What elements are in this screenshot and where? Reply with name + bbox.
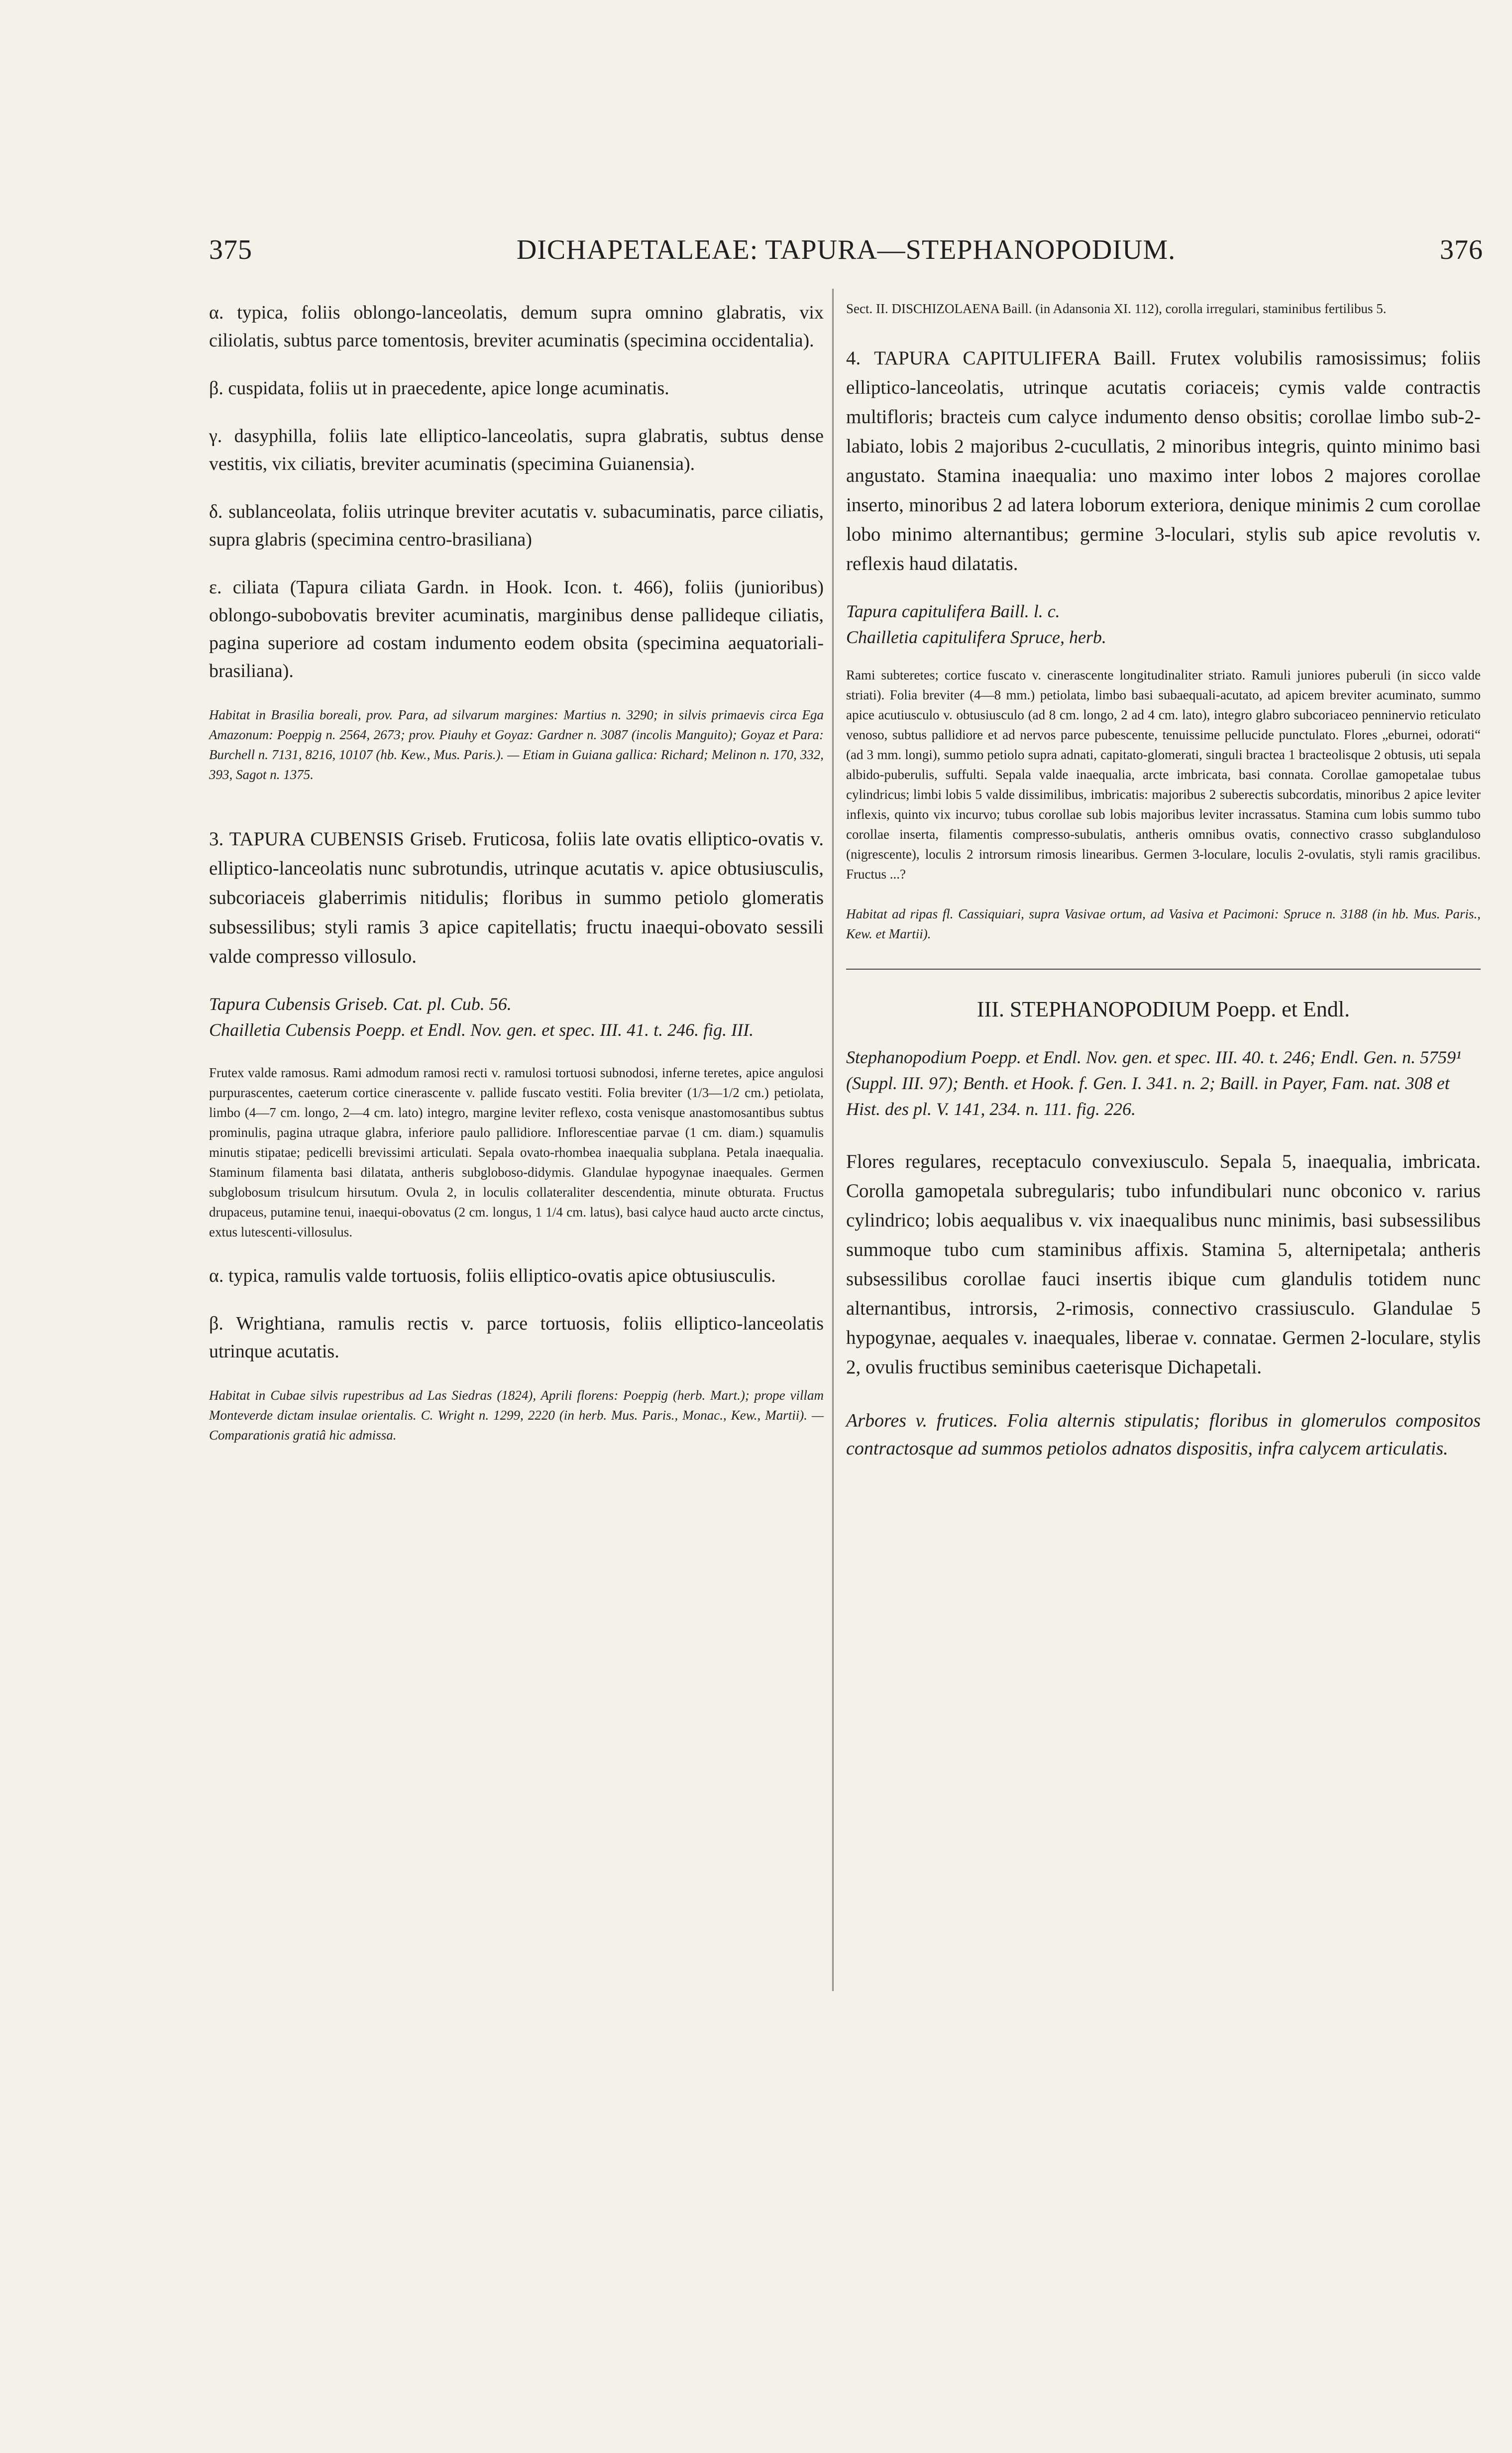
variety-alpha-3: α. typica, ramulis valde tortuosis, foliis elliptico-ovatis apice obtusiusculis. (209, 1265, 776, 1286)
synonym-line: Chailletia capitulifera Spruce, herb. (846, 627, 1106, 647)
right-column (846, 299, 1481, 1462)
habitat-paragraph: Habitat in Cubae silvis rupestribus ad Las Siedras (1824), Aprili florens: Poeppig (herb. Mart.); prope villam Monteverde dictam insulae orientalis. C. Wright n. 1299, 2220 (in herb. Mus. Paris., Monac., Kew., Martii). — Comparationis gratiâ hic admissa. (209, 1388, 824, 1443)
synonym-line: Chailletia Cubensis Poepp. et Endl. Nov. gen. et spec. III. 41. t. 246. fig. III. (209, 1020, 754, 1040)
species-3-description: 3. TAPURA CUBENSIS Griseb. Fruticosa, foliis late ovatis elliptico-ovatis v. elliptico-lanceolatis nunc subrotundis, utrinque acutatis v. apice obtusiusculis, subcoriaceis glaberrimis nitidulis; floribus in summo petiolo glomeratis subsessilibus; styli ramis 3 apice capitellatis; fructu inaequi-obovato sessili valde compresso villosulo. (209, 828, 824, 967)
variety-beta: β. cuspidata, foliis ut in praecedente, apice longe acuminatis. (209, 378, 669, 399)
habitat-paragraph: Habitat in Brasilia boreali, prov. Para, ad silvarum margines: Martius n. 3290; in silvis primaevis circa Ega Amazonum: Poeppig n. 2564, 2673; prov. Piauhy et Goyaz: Gardner n. 3087 (incolis Manguito); Goyaz et Para: Burchell n. 7131, 8216, 10107 (hb. Kew., Mus. Paris.). — Etiam in Guiana gallica: Richard; Melinon n. 170, 332, 393, Sagot n. 1375. (209, 707, 824, 782)
variety-epsilon: ε. ciliata (Tapura ciliata Gardn. in Hook. Icon. t. 466), foliis (junioribus) oblongo-subobovatis breviter acuminatis, marginibus dense pallideque ciliatis, pagina superiore ad costam indumento eodem obsita (specimina aequatoriali-brasiliana). (209, 577, 824, 681)
page-number-right: 376 (1440, 234, 1483, 265)
genus-description: Flores regulares, receptaculo convexiusculo. Sepala 5, inaequalia, imbricata. Corolla gamopetala subregularis; tubo infundibulari nunc obconico v. rarius cylindrico; lobis aequalibus v. vix inaequalibus nunc minimis, basi subsessilibus summoque tubo cum staminibus affixis. Stamina 5, alternipetala; antheris subsessilibus corollae fauci insertis ibique cum glandulis totidem nunc alternantibus, introrsis, 2-rimosis, connectivo crassiusculo. Glandulae 5 hypogynae, aequales v. inaequales, liberae v. connatae. Germen 2-loculare, stylis 2, ovulis fructibus seminibus caeterisque Dichapetali. (846, 1151, 1481, 1378)
section-note: Sect. II. DISCHIZOLAENA Baill. (in Adansonia XI. 112), corolla irregulari, staminibus fertilibus 5. (846, 301, 1387, 316)
variety-delta: δ. sublanceolata, foliis utrinque breviter acutatis v. subacuminatis, parce ciliatis, supra glabris (specimina centro-brasiliana) (209, 501, 824, 550)
genus-habit: Arbores v. frutices. Folia alternis stipulatis; floribus in glomerulos compositos contractosque ad summos petiolos adnatos dispositis, infra calycem articulatis. (846, 1410, 1481, 1459)
genus-synonymy: Stephanopodium Poepp. et Endl. Nov. gen. et spec. III. 40. t. 246; Endl. Gen. n. 5759¹ (Suppl. III. 97); Benth. et Hook. f. Gen. I. 341. n. 2; Baill. in Payer, Fam. nat. 308 et Hist. des pl. V. 141, 234. n. 111. fig. 226. (846, 1047, 1461, 1119)
variety-beta-3: β. Wrightiana, ramulis rectis v. parce tortuosis, foliis elliptico-lanceolatis utrinque acutatis. (209, 1313, 824, 1362)
left-column (209, 299, 824, 1445)
variety-alpha: α. typica, foliis oblongo-lanceolatis, demum supra omnino glabratis, vix ciliolatis, subtus parce tomentosis, breviter acuminatis (specimina occidentalia). (209, 302, 824, 351)
habitat-paragraph: Habitat ad ripas fl. Cassiquiari, supra Vasivae ortum, ad Vasiva et Pacimoni: Spruce n. 3188 (in hb. Mus. Paris., Kew. et Martii). (846, 906, 1481, 941)
species-4-detail: Rami subteretes; cortice fuscato v. cinerascente longitudinaliter striato. Ramuli juniores puberuli (in sicco valde striati). Folia breviter (4—8 mm.) petiolata, limbo basi subaequali-acutato, ad apicem breviter acuminato, summo apice acutiusculo v. obtusiusculo (ad 8 cm. longo, 2 ad 4 cm. lato), integro glabro subcoriaceo penninervio reticulato venoso, subtus pallidiore et ad nervos parce pubescente, tenuissime pellucide punctulato. Flores „eburnei, odorati“ (ad 3 mm. longi), summo petiolo supra adnati, capitato-glomerati, singuli bractea 1 bracteolisque 2 obtusis, uti sepala albido-puberulis, suffulti. Sepala valde inaequalia, arcte imbricata, basi connata. Corollae gamopetalae tubus cylindricus; limbi lobis 5 valde dissimilibus, imbricatis: majoribus 2 suberectis subcordatis, minoribus 2 apice leviter inflexis, quinto vix incurvo; tubus corollae sub lobis majoribus leviter incrassatus. Stamina cum lobis summo tubo corollae inserta, filamentis compresso-subulatis, antheris omnibus ovatis, connectivo crasso subglanduloso (nigrescente), loculis 2 introrsum rimosis linearibus. Germen 3-loculare, loculis 2-ovulatis, styli ramis gracilibus. Fructus ...? (846, 668, 1481, 882)
species-3-detail: Frutex valde ramosus. Rami admodum ramosi recti v. ramulosi tortuosi subnodosi, inferne teretes, apice angulosi purpurascentes, caeterum cortice cinerascente v. pallide fuscato vestiti. Folia breviter (1/3—1/2 cm.) petiolata, limbo (4—7 cm. longo, 2—4 cm. lato) integro, margine leviter reflexo, costa venisque anastomosantibus subtus prominulis, pagina utraque glabra, inferiore paulo pallidiore. Inflorescentiae parvae (1 cm. diam.) squamulis minutis stipatae; pedicelli brevissimi articulati. Sepala ovato-rhombea inaequalia subplana. Petala inaequalia. Staminum filamenta basi dilatata, antheris subgloboso-didymis. Glandulae hypogynae inaequales. Germen subglobosum trisulcum hirsutum. Ovula 2, in loculis collateraliter descendentia, minute obturata. Fructus drupaceus, putamine tenui, inaequi-obovatus (2 cm. longus, 1 1/4 cm. latus), basi calyce haud aucto arcte cinctus, extus lutescenti-villosulus. (209, 1065, 824, 1239)
running-title: DICHAPETALEAE: TAPURA—STEPHANOPODIUM. (516, 234, 1176, 265)
column-divider (832, 289, 834, 1991)
synonym-line: Tapura Cubensis Griseb. Cat. pl. Cub. 56. (209, 994, 512, 1014)
section-rule (846, 969, 1481, 970)
species-4-description: 4. TAPURA CAPITULIFERA Baill. Frutex volubilis ramosissimus; foliis elliptico-lanceolatis, utrinque acutatis coriaceis; cymis valde contractis multifloris; bracteis cum calyce indumento denso obsitis; corollae limbo sub-2-labiato, lobis 2 majoribus 2-cucullatis, 2 minoribus integris, quinto minimo basi angustato. Stamina inaequalia: uno maximo inter lobos 2 majores corollae inserto, minoribus 2 ad latera loborum exteriora, denique minimis 2 cum corollae lobo minimo alternantibus; germine 3-loculari, stylis sub apice revolutis v. reflexis haud dilatatis. (846, 347, 1481, 574)
page-number-left: 375 (209, 234, 252, 265)
page-header (209, 234, 1483, 274)
genus-heading: III. STEPHANOPODIUM Poepp. et Endl. (976, 997, 1350, 1021)
variety-gamma: γ. dasyphilla, foliis late elliptico-lanceolatis, supra glabratis, subtus dense vestitis, vix ciliatis, breviter acuminatis (specimina Guianensia). (209, 426, 824, 474)
synonym-line: Tapura capitulifera Baill. l. c. (846, 601, 1060, 621)
